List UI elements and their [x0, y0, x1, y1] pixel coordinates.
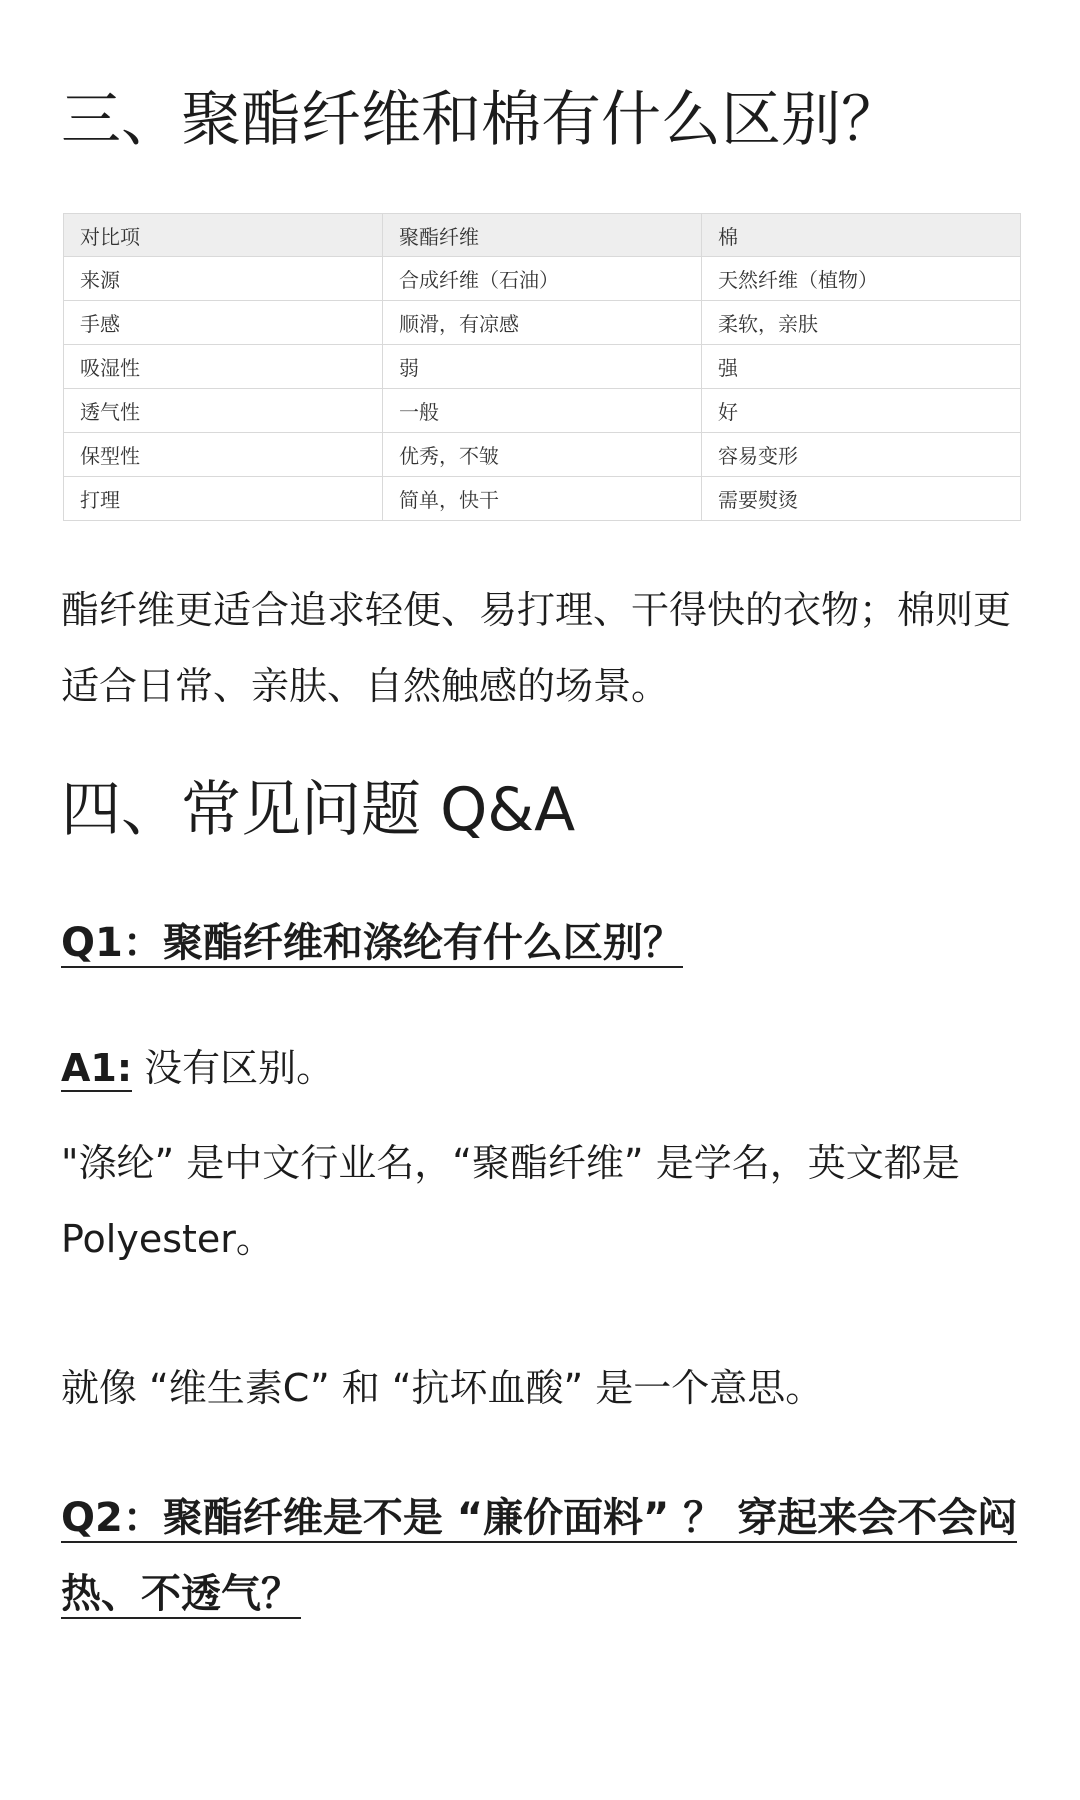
faq-answer-1	[61, 1030, 334, 1106]
table-cell: 简单，快干	[383, 477, 702, 521]
table-cell: 强	[702, 345, 1021, 389]
table-cell: 柔软，亲肤	[702, 301, 1021, 345]
table-cell: 需要熨烫	[702, 477, 1021, 521]
table-cell: 来源	[64, 257, 383, 301]
faq-question-2	[61, 1480, 1023, 1632]
table-cell: 优秀，不皱	[383, 433, 702, 477]
table-cell: 弱	[383, 345, 702, 389]
table-row	[64, 389, 1021, 433]
table-cell: 打理	[64, 477, 383, 521]
table-header-cell: 聚酯纤维	[383, 214, 702, 257]
table-header-cell: 棉	[702, 214, 1021, 257]
table-cell: 透气性	[64, 389, 383, 433]
table-cell: 顺滑，有凉感	[383, 301, 702, 345]
table-cell: 手感	[64, 301, 383, 345]
table-header-row	[64, 214, 1021, 257]
table-cell: 好	[702, 389, 1021, 433]
faq-question-2-text: Q2：聚酯纤维是不是 “廉价面料” ？ 穿起来会不会闷热、不透气？	[61, 1495, 1018, 1617]
table-row	[64, 345, 1021, 389]
comparison-table	[63, 213, 1021, 521]
table-row	[64, 433, 1021, 477]
table-cell: 合成纤维（石油）	[383, 257, 702, 301]
faq-question-1-text: Q1：聚酯纤维和涤纶有什么区别？	[61, 920, 683, 966]
faq-answer-1-text: 没有区别。	[132, 1046, 335, 1090]
table-cell: 吸湿性	[64, 345, 383, 389]
table-cell: 容易变形	[702, 433, 1021, 477]
comparison-summary: 酯纤维更适合追求轻便、易打理、干得快的衣物；棉则更适合日常、亲肤、自然触感的场景。	[61, 588, 1012, 708]
table-header-cell: 对比项	[64, 214, 383, 257]
section-title-comparison: 三、聚酯纤维和棉有什么区别？	[61, 85, 901, 155]
table-row	[64, 301, 1021, 345]
faq-answer-1-label: A1:	[61, 1046, 133, 1090]
table-row	[64, 477, 1021, 521]
table-row	[64, 257, 1021, 301]
table-cell: 保型性	[64, 433, 383, 477]
faq-answer-1-detail: "涤纶” 是中文行业名，“聚酯纤维” 是学名，英文都是 Polyester。	[61, 1141, 960, 1261]
table-cell: 一般	[383, 389, 702, 433]
section-title-faq: 四、常见问题 Q&A	[61, 775, 576, 845]
faq-answer-1-analogy: 就像 “维生素C” 和 “抗坏血酸” 是一个意思。	[61, 1366, 824, 1410]
table-cell: 天然纤维（植物）	[702, 257, 1021, 301]
faq-question-1	[61, 905, 1023, 981]
